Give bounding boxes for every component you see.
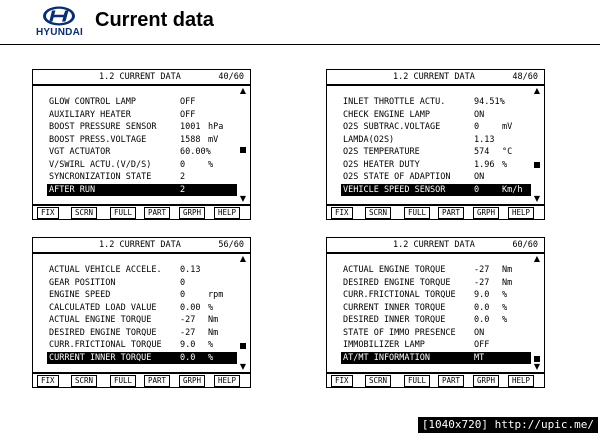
up-arrow-icon[interactable]: ▲ (239, 86, 247, 95)
data-value: -27 (180, 327, 196, 338)
scrollbar[interactable] (238, 86, 248, 204)
fix-button[interactable]: FIX (331, 375, 353, 387)
data-value: 2 (180, 184, 186, 195)
fix-button[interactable]: FIX (331, 207, 353, 219)
data-value: -27 (180, 315, 196, 325)
data-row[interactable] (341, 159, 531, 172)
data-value: 0 (180, 290, 186, 300)
data-label: CALCULATED LOAD VALUE (49, 302, 157, 313)
data-label: CURRENT INNER TORQUE (49, 352, 152, 363)
scroll-thumb[interactable] (240, 343, 246, 349)
grph-button[interactable]: GRPH (473, 207, 499, 219)
data-unit: % (502, 315, 508, 325)
data-row[interactable] (47, 96, 237, 109)
data-value: 60.00% (180, 147, 211, 157)
data-row[interactable] (47, 184, 237, 197)
full-button[interactable]: FULL (404, 207, 430, 219)
data-unit: mV (502, 122, 513, 132)
data-value: 1001 (180, 122, 201, 132)
scrn-button[interactable]: SCRN (365, 375, 391, 387)
data-value: 0.0 (474, 315, 490, 325)
data-label: O2S TEMPERATURE (343, 147, 420, 157)
data-label: VGT ACTUATOR (49, 147, 111, 157)
panel-title: 1.2 CURRENT DATA (393, 240, 475, 250)
hyundai-emblem-icon (42, 6, 76, 26)
scrollbar[interactable] (238, 254, 248, 372)
help-button[interactable]: HELP (214, 375, 240, 387)
data-row[interactable] (47, 314, 237, 327)
panel-title: 1.2 CURRENT DATA (393, 72, 475, 82)
data-unit: % (208, 340, 214, 350)
page-title: Current data (95, 9, 214, 31)
data-row[interactable] (341, 352, 531, 365)
data-unit: % (502, 290, 508, 300)
full-button[interactable]: FULL (110, 375, 136, 387)
data-label: DESIRED ENGINE TORQUE (343, 277, 451, 288)
data-row[interactable] (341, 277, 531, 290)
data-unit: Km/h (502, 184, 523, 195)
data-value: 1588 (180, 134, 201, 145)
data-list (341, 96, 531, 196)
data-list (341, 264, 531, 364)
up-arrow-icon[interactable]: ▲ (239, 254, 247, 263)
data-row[interactable] (47, 264, 237, 277)
data-value: 0 (180, 159, 186, 170)
data-label: ACTUAL ENGINE TORQUE (343, 265, 446, 275)
data-label: V/SWIRL ACTU.(V/D/S) (49, 159, 152, 170)
data-row[interactable] (341, 339, 531, 352)
data-unit: % (208, 352, 214, 363)
data-unit: mV (208, 134, 219, 145)
down-arrow-icon[interactable]: ▼ (239, 194, 247, 203)
data-unit: % (502, 302, 508, 313)
data-unit: Nm (502, 265, 513, 275)
panel-header (327, 238, 544, 254)
data-label: VEHICLE SPEED SENSOR (343, 184, 446, 195)
data-label: CURRENT INNER TORQUE (343, 302, 446, 313)
data-row[interactable] (341, 171, 531, 184)
function-button-bar (327, 204, 544, 219)
page-counter: 48/60 (512, 72, 538, 82)
data-unit: Nm (502, 277, 513, 288)
data-row[interactable] (47, 134, 237, 147)
fix-button[interactable]: FIX (37, 207, 59, 219)
data-value: -27 (474, 265, 490, 275)
data-row[interactable] (341, 96, 531, 109)
data-value: 0.00 (180, 302, 201, 313)
help-button[interactable]: HELP (508, 375, 534, 387)
data-unit: % (502, 159, 508, 170)
data-label: AFTER RUN (49, 184, 96, 195)
data-row[interactable] (47, 327, 237, 340)
page-counter: 40/60 (218, 72, 244, 82)
up-arrow-icon[interactable]: ▲ (533, 254, 541, 263)
down-arrow-icon[interactable]: ▼ (239, 362, 247, 371)
data-value: 9.0 (180, 340, 196, 350)
data-row[interactable] (47, 302, 237, 315)
data-list (47, 96, 237, 196)
data-value: 0 (180, 277, 186, 288)
data-label: AT/MT INFORMATION (343, 352, 430, 363)
data-value: OFF (180, 97, 196, 107)
data-row[interactable] (47, 171, 237, 184)
data-row[interactable] (47, 146, 237, 159)
data-list (47, 264, 237, 364)
page-counter: 60/60 (512, 240, 538, 250)
full-button[interactable]: FULL (110, 207, 136, 219)
scroll-thumb[interactable] (240, 147, 246, 153)
data-row[interactable] (341, 327, 531, 340)
data-row[interactable] (341, 146, 531, 159)
panel-header (33, 238, 250, 254)
function-button-bar (327, 372, 544, 387)
data-row[interactable] (47, 289, 237, 302)
up-arrow-icon[interactable]: ▲ (533, 86, 541, 95)
grph-button[interactable]: GRPH (179, 375, 205, 387)
current-data-panel (32, 237, 251, 388)
current-data-panel (326, 237, 545, 388)
data-unit: hPa (208, 122, 224, 132)
panel-header (33, 70, 250, 86)
scrollbar[interactable] (532, 86, 542, 204)
data-label: INLET THROTTLE ACTU. (343, 97, 446, 107)
data-label: ENGINE SPEED (49, 290, 111, 300)
data-row[interactable] (47, 352, 237, 365)
data-value: ON (474, 109, 485, 120)
data-label: O2S SUBTRAC.VOLTAGE (343, 122, 441, 132)
data-label: ACTUAL ENGINE TORQUE (49, 315, 152, 325)
data-row[interactable] (47, 339, 237, 352)
help-button[interactable]: HELP (508, 207, 534, 219)
data-row[interactable] (341, 109, 531, 122)
function-button-bar (33, 372, 250, 387)
data-label: CURR.FRICTIONAL TORQUE (49, 340, 162, 350)
data-unit: % (208, 159, 214, 170)
data-label: DESIRED ENGINE TORQUE (49, 327, 157, 338)
data-value: OFF (474, 340, 490, 350)
data-label: STATE OF IMMO PRESENCE (343, 327, 456, 338)
header-divider (0, 44, 600, 45)
data-value: 9.0 (474, 290, 490, 300)
data-label: GLOW CONTROL LAMP (49, 97, 136, 107)
data-value: 0 (474, 184, 480, 195)
data-label: DESIRED INNER TORQUE (343, 315, 446, 325)
part-button[interactable]: PART (144, 207, 170, 219)
data-unit: rpm (208, 290, 224, 300)
panel-title: 1.2 CURRENT DATA (99, 240, 181, 250)
data-row[interactable] (341, 264, 531, 277)
panel-header (327, 70, 544, 86)
data-unit: Nm (208, 315, 219, 325)
data-label: LAMDA(O2S) (343, 134, 395, 145)
part-button[interactable]: PART (144, 375, 170, 387)
data-row[interactable] (47, 277, 237, 290)
down-arrow-icon[interactable]: ▼ (533, 194, 541, 203)
current-data-panel (32, 69, 251, 220)
data-value: -27 (474, 277, 490, 288)
data-row[interactable] (341, 314, 531, 327)
data-row[interactable] (341, 184, 531, 197)
function-button-bar (33, 204, 250, 219)
header (0, 0, 600, 44)
data-label: IMMOBILIZER LAMP (343, 340, 425, 350)
page-counter: 56/60 (218, 240, 244, 250)
panel-title: 1.2 CURRENT DATA (99, 72, 181, 82)
data-label: O2S HEATER DUTY (343, 159, 420, 170)
data-value: 0.0 (180, 352, 196, 363)
data-unit: Nm (208, 327, 219, 338)
fix-button[interactable]: FIX (37, 375, 59, 387)
current-data-panel (326, 69, 545, 220)
part-button[interactable]: PART (438, 375, 464, 387)
grph-button[interactable]: GRPH (179, 207, 205, 219)
data-value: 1.96 (474, 159, 495, 170)
scrn-button[interactable]: SCRN (71, 207, 97, 219)
data-value: 0.13 (180, 265, 201, 275)
data-value: OFF (180, 109, 196, 120)
scrn-button[interactable]: SCRN (365, 207, 391, 219)
full-button[interactable]: FULL (404, 375, 430, 387)
help-button[interactable]: HELP (214, 207, 240, 219)
grph-button[interactable]: GRPH (473, 375, 499, 387)
scrollbar[interactable] (532, 254, 542, 372)
data-row[interactable] (341, 302, 531, 315)
data-row[interactable] (341, 134, 531, 147)
data-label: O2S STATE OF ADAPTION (343, 172, 451, 182)
data-value: 0.0 (474, 302, 490, 313)
data-row[interactable] (47, 159, 237, 172)
data-unit: °C (502, 147, 513, 157)
data-row[interactable] (341, 289, 531, 302)
data-value: 1.13 (474, 134, 495, 145)
data-value: ON (474, 172, 485, 182)
data-row[interactable] (47, 109, 237, 122)
data-value: 0 (474, 122, 480, 132)
data-unit: % (208, 302, 214, 313)
data-label: SYNCRONIZATION STATE (49, 172, 152, 182)
data-row[interactable] (341, 121, 531, 134)
down-arrow-icon[interactable]: ▼ (533, 362, 541, 371)
data-label: BOOST PRESS.VOLTAGE (49, 134, 147, 145)
hyundai-logo (32, 6, 87, 40)
data-value: ON (474, 327, 485, 338)
data-label: CHECK ENGINE LAMP (343, 109, 430, 120)
data-label: CURR.FRICTIONAL TORQUE (343, 290, 456, 300)
data-value: MT (474, 352, 485, 363)
data-value: 94.51% (474, 97, 505, 107)
data-label: ACTUAL VEHICLE ACCELE. (49, 265, 162, 275)
data-label: AUXILIARY HEATER (49, 109, 131, 120)
part-button[interactable]: PART (438, 207, 464, 219)
scrn-button[interactable]: SCRN (71, 375, 97, 387)
data-value: 2 (180, 172, 186, 182)
data-label: GEAR POSITION (49, 277, 116, 288)
logo-text: HYUNDAI (36, 27, 83, 38)
scroll-thumb[interactable] (534, 162, 540, 168)
data-value: 574 (474, 147, 490, 157)
data-row[interactable] (47, 121, 237, 134)
watermark: [1040x720] http://upic.me/ (418, 417, 598, 433)
data-label: BOOST PRESSURE SENSOR (49, 122, 157, 132)
